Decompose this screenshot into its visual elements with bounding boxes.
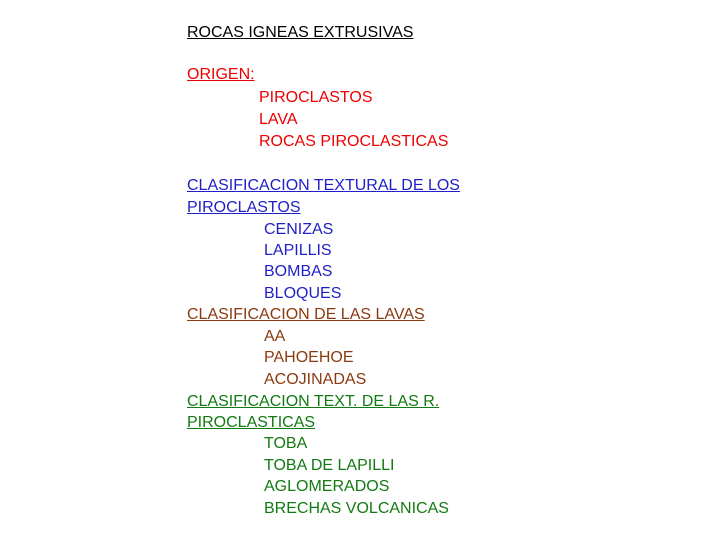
page-title: ROCAS IGNEAS EXTRUSIVAS (187, 24, 414, 41)
origen-item-piroclastos: PIROCLASTOS (259, 89, 373, 106)
piroclastos-heading-line1: CLASIFICACION TEXTURAL DE LOS (187, 177, 460, 194)
rocas-piroclasticas-item-aglomerados: AGLOMERADOS (264, 478, 390, 495)
rocas-piroclasticas-heading-line1: CLASIFICACION TEXT. DE LAS R. (187, 393, 440, 410)
lavas-heading: CLASIFICACION DE LAS LAVAS (187, 306, 425, 323)
origen-item-lava: LAVA (259, 111, 298, 128)
rocas-piroclasticas-heading-line2: PIROCLASTICAS (187, 414, 316, 431)
piroclastos-item-cenizas: CENIZAS (264, 221, 334, 238)
lavas-item-aa: AA (264, 328, 286, 345)
rocas-piroclasticas-item-toba: TOBA (264, 435, 308, 452)
lavas-item-acojinadas: ACOJINADAS (264, 371, 367, 388)
piroclastos-item-bombas: BOMBAS (264, 263, 333, 280)
piroclastos-item-lapillis: LAPILLIS (264, 242, 332, 259)
piroclastos-heading-line2: PIROCLASTOS (187, 199, 301, 216)
lavas-item-pahoehoe: PAHOEHOE (264, 349, 354, 366)
piroclastos-item-bloques: BLOQUES (264, 285, 342, 302)
origen-heading: ORIGEN: (187, 66, 255, 83)
rocas-piroclasticas-item-toba-de-lapilli: TOBA DE LAPILLI (264, 457, 395, 474)
rocas-piroclasticas-item-brechas-volcanicas: BRECHAS VOLCANICAS (264, 500, 449, 517)
origen-item-rocas-piroclasticas: ROCAS PIROCLASTICAS (259, 133, 449, 150)
